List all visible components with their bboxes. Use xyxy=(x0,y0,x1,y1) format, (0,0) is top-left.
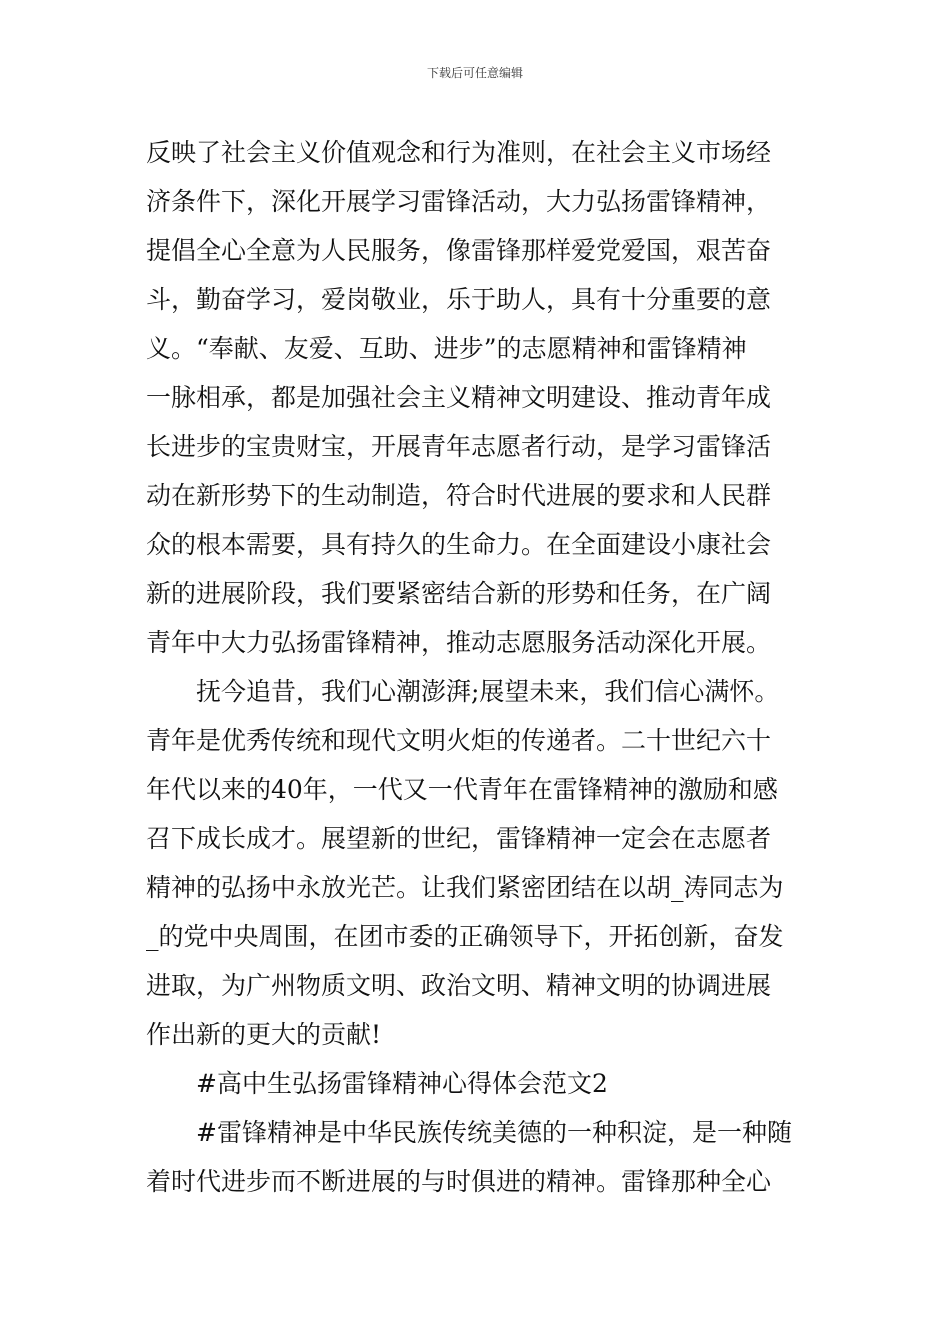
text-line: 反映了社会主义价值观念和行为准则，在社会主义市场经 xyxy=(146,138,772,167)
text-line: 斗，勤奋学习，爱岗敬业，乐于助人，具有十分重要的意 xyxy=(146,285,772,314)
text-line: 一脉相承，都是加强社会主义精神文明建设、推动青年成 xyxy=(146,383,772,412)
text-line: 动在新形势下的生动制造，符合时代进展的要求和人民群 xyxy=(146,481,772,510)
text-line: 提倡全心全意为人民服务，像雷锋那样爱党爱国，艰苦奋 xyxy=(146,236,772,265)
paragraph-first-line: #雷锋精神是中华民族传统美德的一种积淀，是一种随 xyxy=(196,1118,792,1147)
text-line: 青年中大力弘扬雷锋精神，推动志愿服务活动深化开展。 xyxy=(146,628,772,657)
text-line: 长进步的宝贵财宝，开展青年志愿者行动，是学习雷锋活 xyxy=(146,432,772,461)
text-line: 众的根本需要，具有持久的生命力。在全面建设小康社会 xyxy=(146,530,772,559)
text-line: 作出新的更大的贡献! xyxy=(146,1020,382,1049)
text-line: 济条件下，深化开展学习雷锋活动，大力弘扬雷锋精神， xyxy=(146,187,772,216)
page-header: 下载后可任意编辑 xyxy=(426,66,523,80)
text-line: 青年是优秀传统和现代文明火炬的传递者。二十世纪六十 xyxy=(146,726,772,755)
paragraph-first-line: 抚今追昔，我们心潮澎湃;展望未来，我们信心满怀。 xyxy=(196,677,780,706)
text-line: _的党中央周围，在团市委的正确领导下，开拓创新，奋发 xyxy=(146,922,784,951)
section-heading: #高中生弘扬雷锋精神心得体会范文2 xyxy=(196,1069,608,1098)
text-line: 精神的弘扬中永放光芒。让我们紧密团结在以胡_涛同志为 xyxy=(146,873,784,902)
text-line: 进取，为广州物质文明、政治文明、精神文明的协调进展 xyxy=(146,971,772,1000)
text-line: 召下成长成才。展望新的世纪，雷锋精神一定会在志愿者 xyxy=(146,824,772,853)
text-line: 新的进展阶段，我们要紧密结合新的形势和任务，在广阔 xyxy=(146,579,772,608)
document-body xyxy=(146,128,810,1206)
text-line: 义。“奉献、友爱、互助、进步”的志愿精神和雷锋精神 xyxy=(146,334,747,363)
text-line: 年代以来的40年，一代又一代青年在雷锋精神的激励和感 xyxy=(146,775,778,804)
text-line: 着时代进步而不断进展的与时俱进的精神。雷锋那种全心 xyxy=(146,1167,772,1196)
